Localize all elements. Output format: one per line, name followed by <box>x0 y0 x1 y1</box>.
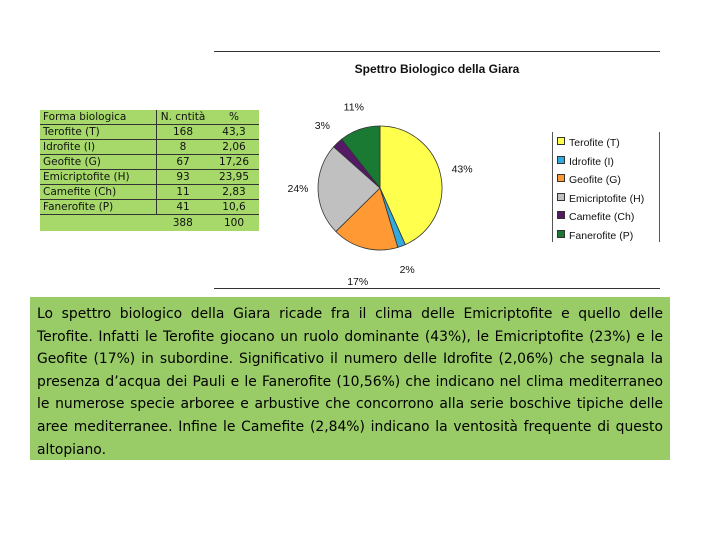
legend-label: Terofite (T) <box>569 137 620 149</box>
pie-data-label: 43% <box>451 163 473 176</box>
description-paragraph: Lo spettro biologico della Giara ricade fra il clima delle Emicriptofite e quello delle Terofite. Infatti le Terofite giocano un ruolo dominante (43%), le Emicriptofite (23%) e le Geofite (17%) in subordine. Significativo il numero delle Idrofite (2,06%) che segnala la presenza d’acqua dei Pauli e le Fanerofite (10,56%) che indicano nel clima mediterraneo le numerose specie arboree e arbustive che concorrono alla serie boschive tipiche delle aree mediterranee. Infine le Camefite (2,84%) indicano la ventosità frequente di questo altopiano. <box>30 297 670 460</box>
table-cell: 2,06 <box>209 140 259 155</box>
table-cell: 10,6 <box>209 200 259 215</box>
bottom-divider <box>214 288 660 289</box>
pie-data-label: 17% <box>347 276 369 289</box>
table-total-cell: 388 <box>172 217 193 229</box>
table-header-cell: % <box>209 110 259 125</box>
table-header-cell: Forma biologica <box>40 110 157 125</box>
legend-label: Idrofite (I) <box>569 155 614 168</box>
table-cell: 11 <box>157 185 210 200</box>
chart-legend <box>552 132 660 242</box>
table-cell: 168 <box>157 125 210 140</box>
legend-label: Fanerofite (P) <box>569 229 634 242</box>
legend-item <box>557 155 614 169</box>
legend-label: Geofite (G) <box>569 174 621 186</box>
table-cell: Terofite (T) <box>40 125 157 140</box>
table-cell: 67 <box>157 155 210 170</box>
table-cell: Fanerofite (P) <box>40 200 157 215</box>
table-cell: 8 <box>157 140 210 155</box>
table-total-cell: 100 <box>223 217 245 229</box>
legend-swatch-icon <box>557 137 565 145</box>
pie-data-label: 2% <box>399 264 415 277</box>
pie-data-label: 3% <box>314 119 330 132</box>
table-cell: Idrofite (I) <box>40 140 157 155</box>
legend-item <box>557 173 621 187</box>
table-cell: 2,83 <box>209 185 259 200</box>
pie-data-label: 11% <box>343 101 364 114</box>
table-cell: 41 <box>157 200 210 215</box>
table-cell: 43,3 <box>209 125 259 140</box>
legend-swatch-icon <box>557 230 565 238</box>
table-cell: Geofite (G) <box>40 155 157 170</box>
table-cell: Camefite (Ch) <box>40 185 157 200</box>
legend-label: Camefite (Ch) <box>569 211 635 223</box>
table-cell: 23,95 <box>209 170 259 185</box>
legend-item <box>557 136 620 150</box>
legend-swatch-icon <box>557 174 565 182</box>
legend-swatch-icon <box>557 156 565 164</box>
table-cell: Emicriptofite (H) <box>40 170 157 185</box>
chart-title: Spettro Biologico della Giara <box>354 62 520 76</box>
pie-data-label: 24% <box>287 183 309 196</box>
legend-item <box>557 210 634 224</box>
legend-item <box>557 192 644 206</box>
legend-swatch-icon <box>557 211 565 219</box>
legend-swatch-icon <box>557 193 565 201</box>
legend-item <box>557 229 633 243</box>
table-header-cell: N. cntità <box>157 110 210 125</box>
table-cell: 93 <box>157 170 210 185</box>
table-cell: 17,26 <box>209 155 259 170</box>
legend-label: Emicriptofite (H) <box>569 192 645 205</box>
